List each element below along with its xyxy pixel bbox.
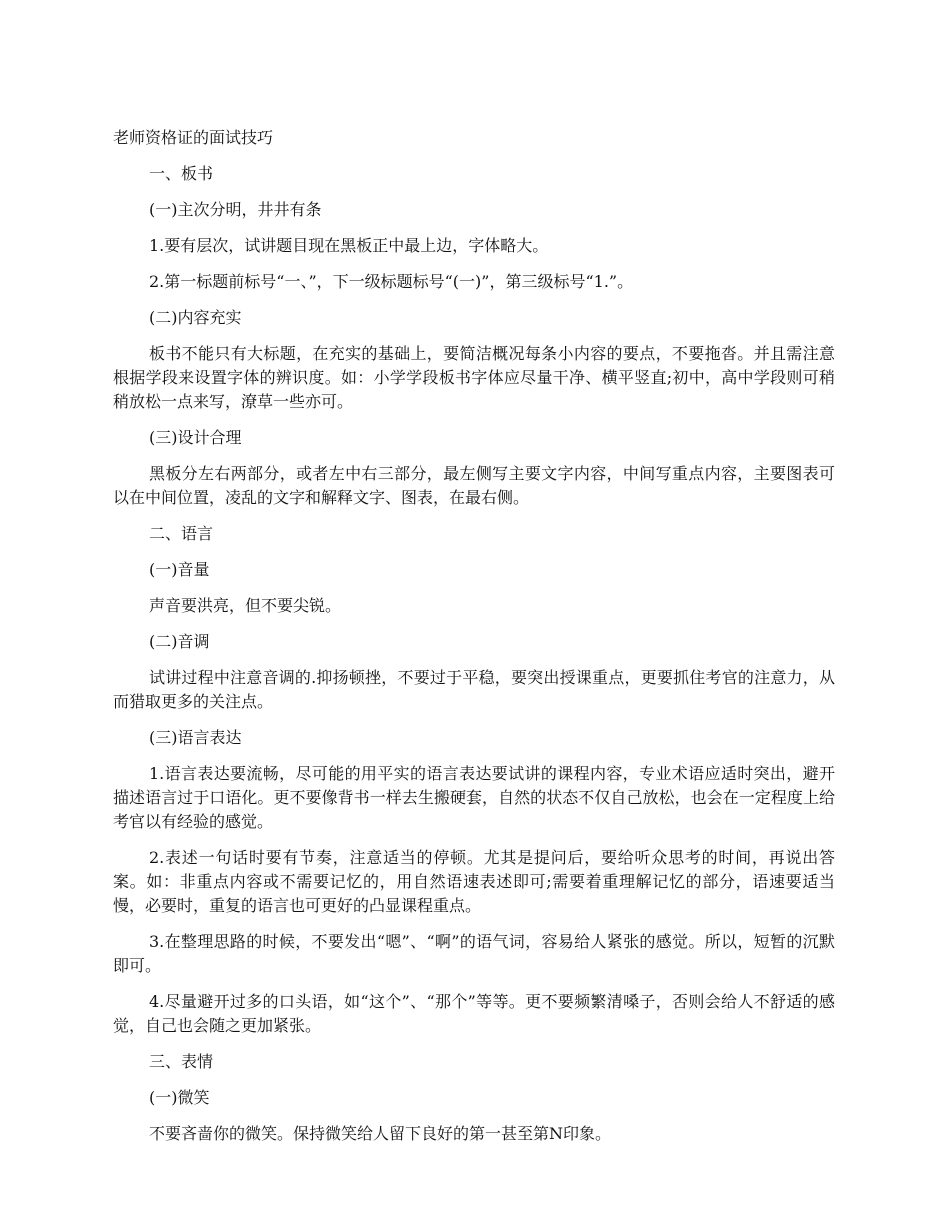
paragraph: 声音要洪亮，但不要尖锐。 — [149, 596, 342, 615]
paragraph: 2.表述一句话时要有节奏，注意适当的停顿。尤其是提问后，要给听众思考的时间，再说出答案。如：非重点内容或不需要记忆的，用自然语速表述即可;需要着重理解记忆的部分，语速要适当慢，必要时，重复的语言也可更好的凸显课程重点。 — [113, 848, 835, 915]
subheading-volume: (一)音量 — [149, 560, 210, 579]
section-heading-language: 二、语言 — [149, 524, 214, 543]
section-heading-blackboard: 一、板书 — [149, 164, 214, 183]
paragraph: 1.要有层次，试讲题目现在黑板正中最上边，字体略大。 — [149, 236, 549, 255]
document-page — [113, 126, 835, 1158]
paragraph: 试讲过程中注意音调的.抑扬顿挫，不要过于平稳，要突出授课重点，更要抓住考官的注意力，从而猎取更多的关注点。 — [113, 668, 835, 711]
subheading-design: (三)设计合理 — [149, 428, 242, 447]
subheading-primary-secondary: (一)主次分明，井井有条 — [149, 200, 322, 219]
paragraph: 2.第一标题前标号“一、”，下一级标题标号“(一)”，第三级标号“1.”。 — [149, 272, 634, 291]
subheading-tone: (二)音调 — [149, 632, 210, 651]
paragraph: 1.语言表达要流畅，尽可能的用平实的语言表达要试讲的课程内容，专业术语应适时突出，避开描述语言过于口语化。更不要像背书一样去生搬硬套，自然的状态不仅自己放松，也会在一定程度上给考官以有经验的感觉。 — [113, 764, 835, 831]
paragraph: 不要吝啬你的微笑。保持微笑给人留下良好的第一甚至第N印象。 — [149, 1124, 612, 1143]
paragraph: 3.在整理思路的时候，不要发出“嗯”、“啊”的语气词，容易给人紧张的感觉。所以，短暂的沉默即可。 — [113, 932, 835, 975]
paragraph: 黑板分左右两部分，或者左中右三部分，最左侧写主要文字内容，中间写重点内容，主要图表可以在中间位置，凌乱的文字和解释文字、图表，在最右侧。 — [113, 464, 835, 507]
subheading-expression: (三)语言表达 — [149, 728, 242, 747]
subheading-smile: (一)微笑 — [149, 1088, 210, 1107]
section-heading-expression: 三、表情 — [149, 1052, 214, 1071]
document-title: 老师资格证的面试技巧 — [113, 128, 274, 147]
paragraph: 板书不能只有大标题，在充实的基础上，要简洁概况每条小内容的要点，不要拖沓。并且需注意根据学段来设置字体的辨识度。如：小学学段板书字体应尽量干净、横平竖直;初中，高中学段则可稍稍放松一点来写，潦草一些亦可。 — [113, 344, 835, 411]
paragraph: 4.尽量避开过多的口头语，如“这个”、“那个”等等。更不要频繁清嗓子，否则会给人不舒适的感觉，自己也会随之更加紧张。 — [113, 992, 835, 1035]
subheading-content-rich: (二)内容充实 — [149, 308, 242, 327]
